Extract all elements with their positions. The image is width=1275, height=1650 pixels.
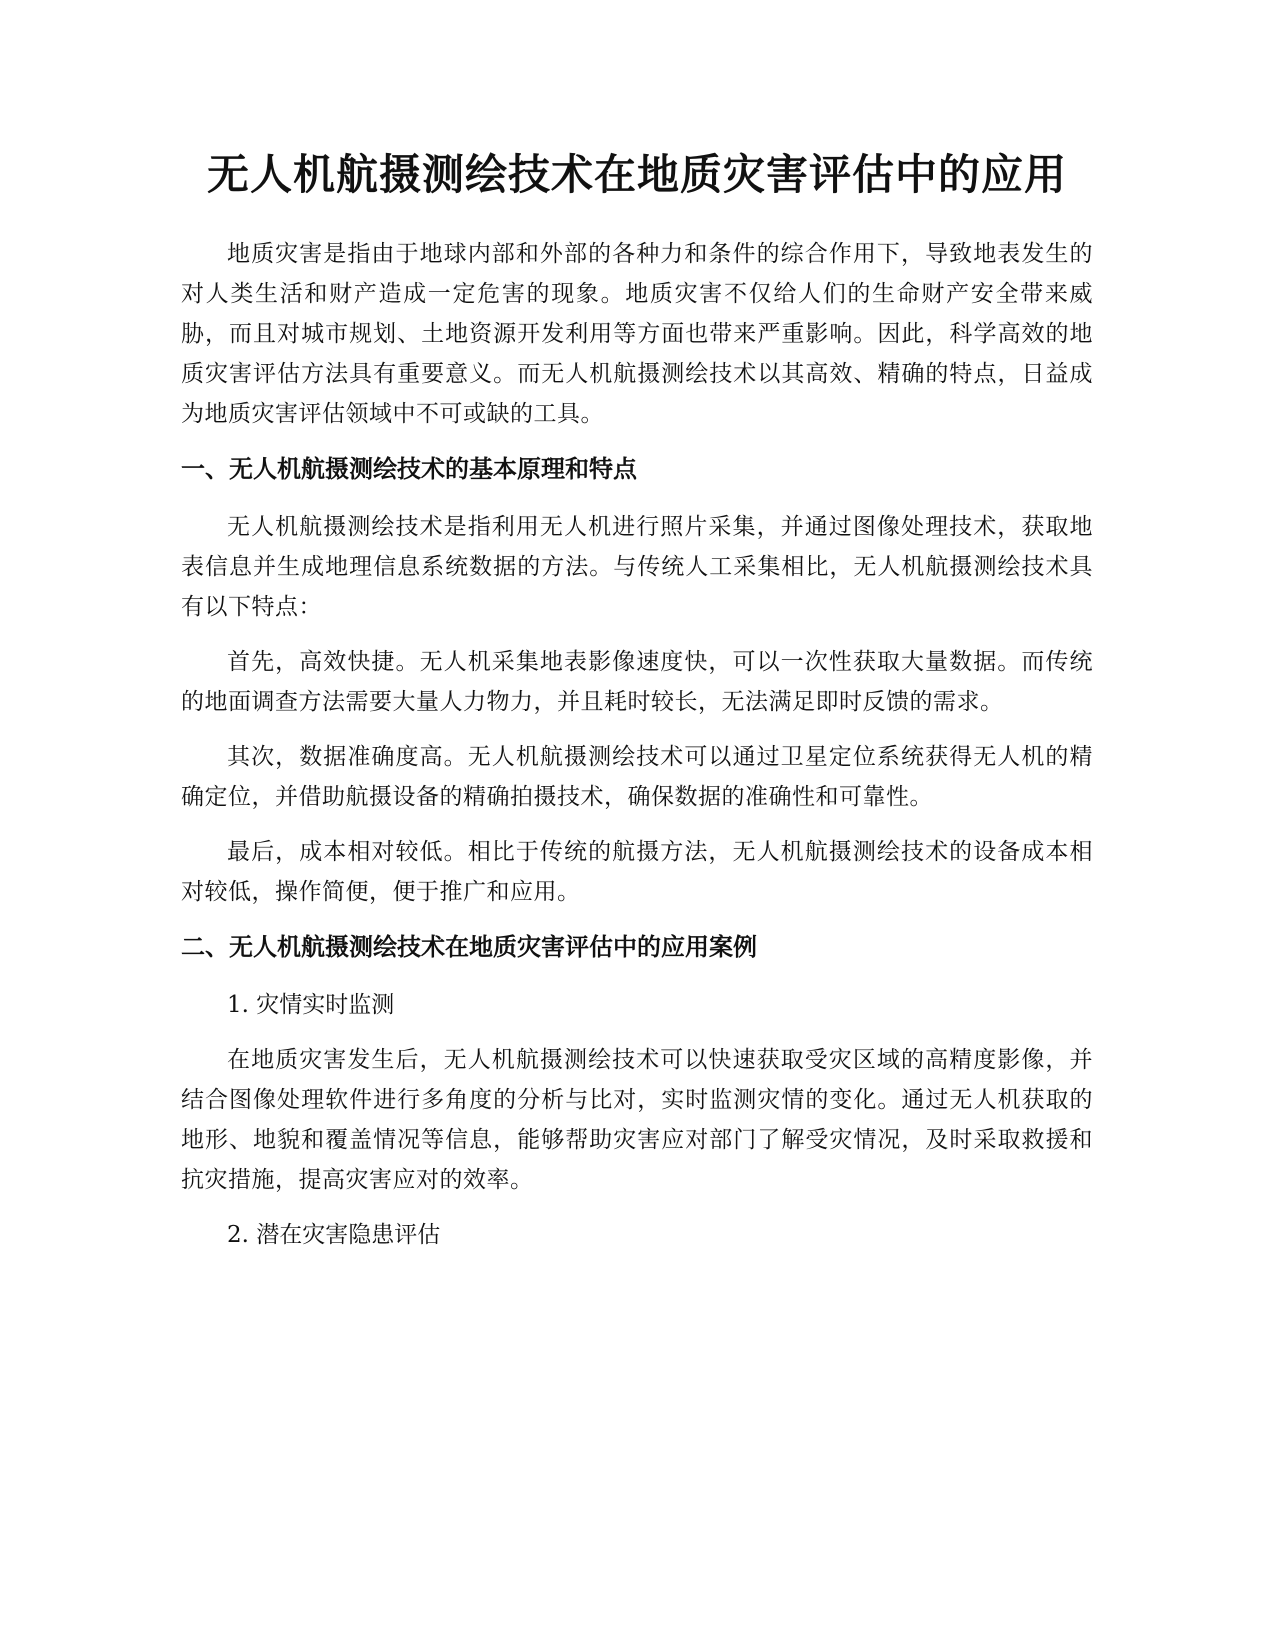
section-1-paragraph-3: 其次，数据准确度高。无人机航摄测绘技术可以通过卫星定位系统获得无人机的精确定位，并借助航摄设备的精确拍摄技术，确保数据的准确性和可靠性。 [181,744,1093,810]
section-2-item-2-title: 2. 潜在灾害隐患评估 [227,1222,441,1248]
section-2-heading: 二、无人机航摄测绘技术在地质灾害评估中的应用案例 [181,933,757,961]
section-2-item-1-text: 在地质灾害发生后，无人机航摄测绘技术可以快速获取受灾区域的高精度影像，并结合图像处理软件进行多角度的分析与比对，实时监测灾情的变化。通过无人机获取的地形、地貌和覆盖情况等信息，能够帮助灾害应对部门了解受灾情况，及时采取救援和抗灾措施，提高灾害应对的效率。 [181,1047,1093,1193]
intro-paragraph: 地质灾害是指由于地球内部和外部的各种力和条件的综合作用下，导致地表发生的对人类生活和财产造成一定危害的现象。地质灾害不仅给人们的生命财产安全带来威胁，而且对城市规划、土地资源开发利用等方面也带来严重影响。因此，科学高效的地质灾害评估方法具有重要意义。而无人机航摄测绘技术以其高效、精确的特点，日益成为地质灾害评估领域中不可或缺的工具。 [181,241,1093,427]
section-1-paragraph-2: 首先，高效快捷。无人机采集地表影像速度快，可以一次性获取大量数据。而传统的地面调查方法需要大量人力物力，并且耗时较长，无法满足即时反馈的需求。 [181,649,1093,715]
section-1-heading: 一、无人机航摄测绘技术的基本原理和特点 [181,455,637,483]
section-2-item-1-title: 1. 灾情实时监测 [227,992,395,1018]
section-1-paragraph-1: 无人机航摄测绘技术是指利用无人机进行照片采集，并通过图像处理技术，获取地表信息并生成地理信息系统数据的方法。与传统人工采集相比，无人机航摄测绘技术具有以下特点： [181,514,1093,620]
section-1-paragraph-4: 最后，成本相对较低。相比于传统的航摄方法，无人机航摄测绘技术的设备成本相对较低，操作简便，便于推广和应用。 [181,839,1093,905]
document-content [181,140,1093,1270]
document-title: 无人机航摄测绘技术在地质灾害评估中的应用 [206,150,1067,199]
